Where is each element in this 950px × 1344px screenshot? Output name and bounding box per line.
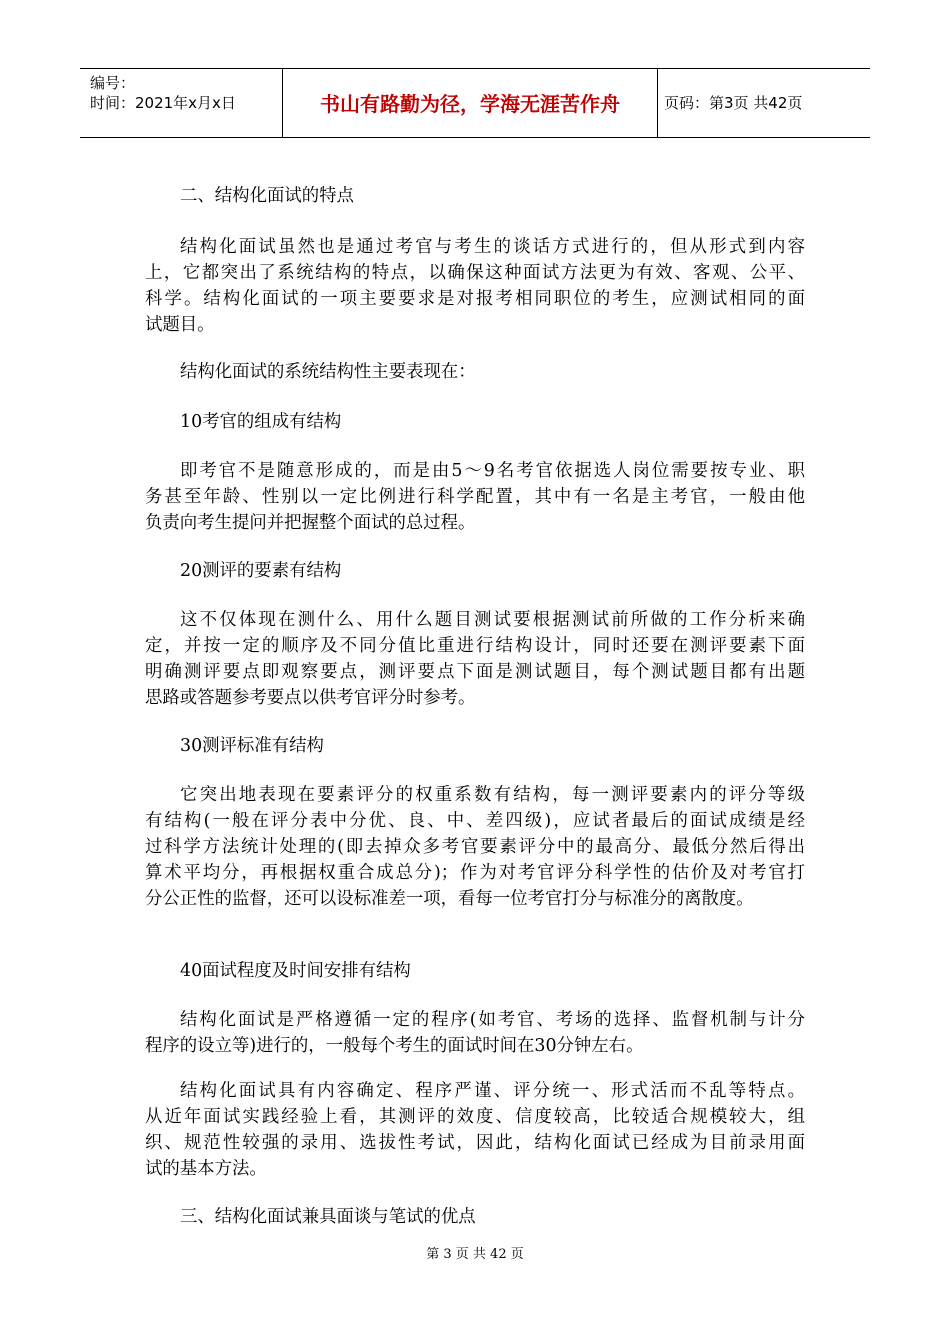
paragraph-line: 结构化面试虽然也是通过考官与考生的谈话方式进行的，但从形式到内容: [180, 237, 805, 257]
section-title: [145, 1204, 805, 1230]
paragraph-line: 务甚至年龄、性别以一定比例进行科学配置，其中有一名是主考官，一般由他: [145, 487, 805, 507]
paragraph-line: 即考官不是随意形成的，而是由5～9名考官依据选人岗位需要按专业、职: [180, 461, 805, 481]
paragraph-line: 程序的设立等)进行的，一般每个考生的面试时间在30分钟左右。: [145, 1036, 644, 1056]
header-page-cell: [658, 69, 870, 137]
subheading: [145, 409, 805, 435]
paragraph-line: 上，它都突出了系统结构的特点，以确保这种面试方法更为有效、客观、公平、: [145, 263, 805, 283]
page-footer: 第 3 页 共 42 页: [426, 1247, 524, 1262]
paragraph-line: 定，并按一定的顺序及不同分值比重进行结构设计，同时还要在测评要素下面: [145, 636, 805, 656]
paragraph: [145, 234, 805, 338]
paragraph: [145, 607, 805, 711]
paragraph-line: 结构化面试是严格遵循一定的程序(如考官、考场的选择、监督机制与计分: [180, 1010, 805, 1030]
section-title-text: 二、结构化面试的特点: [180, 186, 354, 206]
header-time-label: 时间：2021年x月x日: [90, 94, 236, 112]
paragraph-line: 科学。结构化面试的一项主要要求是对报考相同职位的考生，应测试相同的面: [145, 289, 805, 309]
header-page-label: 页码：第3页 共42页: [664, 94, 803, 112]
paragraph-line: 分公正性的监督，还可以设标准差一项，看每一位考官打分与标准分的离散度。: [145, 889, 754, 909]
subheading: [145, 958, 805, 984]
paragraph-line: 负责向考生提问并把握整个面试的总过程。: [145, 513, 476, 533]
section-title: [145, 183, 805, 209]
header-meta-cell: [80, 69, 283, 137]
paragraph-line: 结构化面试具有内容确定、程序严谨、评分统一、形式活而不乱等特点。: [180, 1081, 805, 1101]
paragraph: [145, 359, 805, 385]
paragraph-line: 结构化面试的系统结构性主要表现在：: [180, 362, 476, 382]
paragraph: [145, 1007, 805, 1059]
paragraph-line: 从近年面试实践经验上看，其测评的效度、信度较高，比较适合规模较大，组: [145, 1107, 805, 1127]
paragraph-line: 算术平均分，再根据权重合成总分)；作为对考官评分科学性的估价及对考官打: [145, 863, 805, 883]
subheading-text: 20测评的要素有结构: [180, 561, 342, 581]
section-title-text: 三、结构化面试兼具面谈与笔试的优点: [180, 1207, 476, 1227]
paragraph-line: 有结构(一般在评分表中分优、良、中、差四级)，应试者最后的面试成绩是经: [145, 811, 805, 831]
paragraph-line: 明确测评要点即观察要点，测评要点下面是测试题目，每个测试题目都有出题: [145, 662, 805, 682]
paragraph: [145, 782, 805, 912]
paragraph-line: 试的基本方法。: [145, 1159, 267, 1179]
header-motto-cell: [283, 69, 658, 137]
subheading-text: 30测评标准有结构: [180, 736, 324, 756]
paragraph-line: 这不仅体现在测什么、用什么题目测试要根据测试前所做的工作分析来确: [180, 610, 805, 630]
subheading: [145, 733, 805, 759]
subheading-text: 10考官的组成有结构: [180, 412, 342, 432]
paragraph-line: 试题目。: [145, 315, 215, 335]
paragraph-line: 过科学方法统计处理的(即去掉众多考官要素评分中的最高分、最低分然后得出: [145, 837, 805, 857]
paragraph: [145, 458, 805, 536]
page-header-table: [80, 68, 870, 138]
subheading-text: 40面试程度及时间安排有结构: [180, 961, 411, 981]
subheading: [145, 558, 805, 584]
header-code-label: 编号：: [90, 74, 136, 92]
header-motto: 书山有路勤为径，学海无涯苦作舟: [320, 92, 620, 116]
paragraph-line: 它突出地表现在要素评分的权重系数有结构，每一测评要素内的评分等级: [180, 785, 805, 805]
paragraph-line: 思路或答题参考要点以供考官评分时参考。: [145, 688, 476, 708]
paragraph-line: 织、规范性较强的录用、选拔性考试，因此，结构化面试已经成为目前录用面: [145, 1133, 805, 1153]
paragraph: [145, 1078, 805, 1182]
